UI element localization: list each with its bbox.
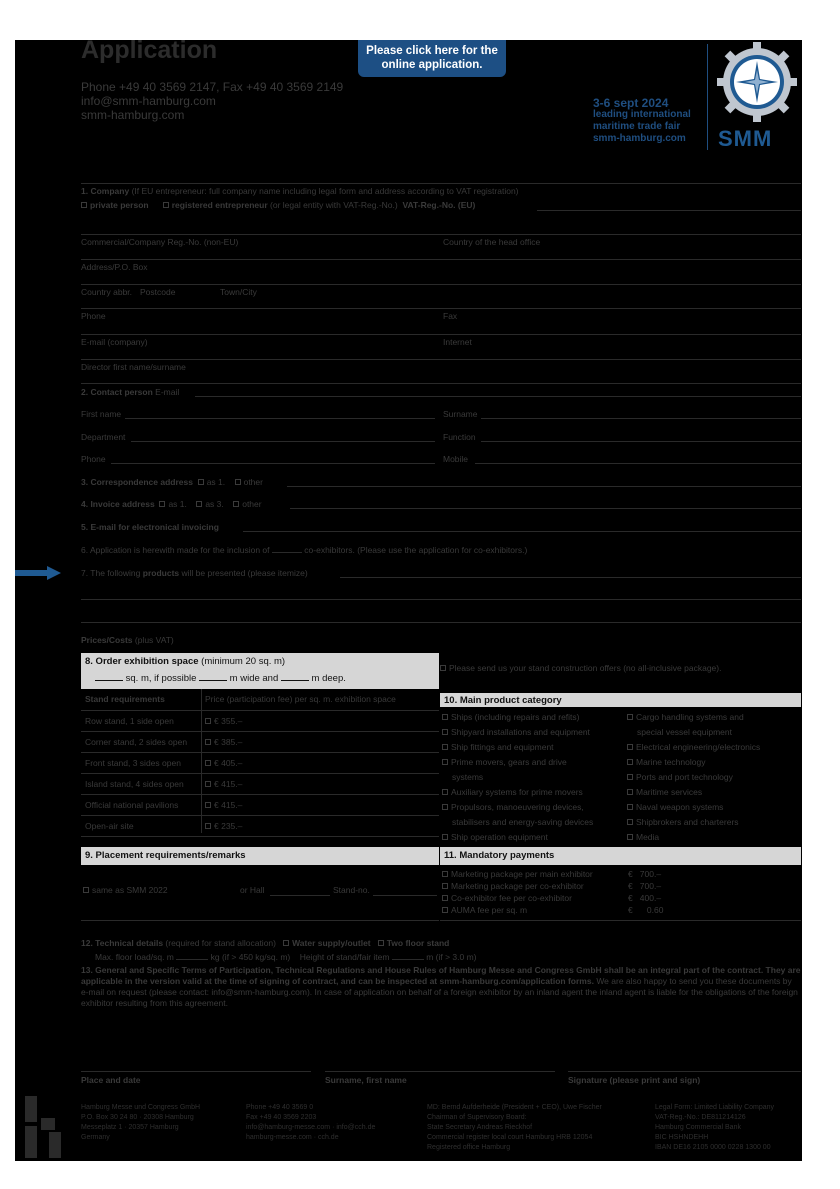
- category-label: Marine technology: [636, 757, 706, 767]
- contact-phone-label: Phone: [81, 454, 106, 464]
- category-checkbox[interactable]: [627, 804, 633, 810]
- mandatory-price: € 400.–: [628, 893, 662, 903]
- contact-email-label: E-mail: [155, 387, 180, 397]
- mandatory-label: Co-exhibitor fee per co-exhibitor: [451, 893, 572, 903]
- department-label: Department: [81, 432, 126, 442]
- email-invoicing-label: 5. E-mail for electronical invoicing: [81, 522, 219, 532]
- email-company-input[interactable]: [81, 359, 801, 360]
- height-input[interactable]: [392, 959, 424, 960]
- category-label: Shipyard installations and equipment: [451, 727, 590, 737]
- fax-label: Fax: [443, 311, 458, 321]
- floor-load-unit: kg (if > 450 kg/sq. m): [210, 952, 291, 962]
- table-row: [81, 711, 439, 732]
- address-label: Address/P.O. Box: [81, 262, 148, 272]
- stand-price: [205, 821, 242, 831]
- footer-line: Messeplatz 1 · 20357 Hamburg: [81, 1124, 179, 1131]
- stand-type: Corner stand, 2 sides open: [85, 737, 188, 747]
- email-company-label: E-mail (company): [81, 337, 148, 347]
- stand-price: [205, 716, 242, 726]
- invoice-row: [81, 499, 262, 509]
- fair-line2: maritime trade fair: [593, 121, 681, 132]
- same-as-checkbox[interactable]: [83, 887, 89, 893]
- width-label: m wide and: [229, 673, 279, 684]
- contact-person-row: [81, 387, 179, 397]
- stand-type: Island stand, 4 sides open: [85, 779, 184, 789]
- department-input[interactable]: [131, 441, 435, 442]
- footer-line: P.O. Box 30 24 80 · 20308 Hamburg: [81, 1114, 194, 1121]
- invoice-as3-label: as 3.: [205, 499, 224, 509]
- place-date-label: Place and date: [81, 1075, 141, 1085]
- sqm-label: sq. m, if possible: [125, 673, 197, 684]
- mandatory-item: [442, 868, 800, 880]
- mandatory-price: € 700.–: [628, 869, 662, 879]
- technical-row-2: [95, 952, 477, 962]
- stand-price-value: € 405.–: [214, 758, 243, 768]
- depth-label: m deep.: [311, 673, 346, 684]
- category-label: Electrical engineering/electronics: [636, 742, 761, 752]
- arrow-right-icon: [15, 566, 61, 580]
- smm-logo-text: SMM: [718, 126, 773, 151]
- floor-load-label: Max. floor load/sq. m: [95, 952, 174, 962]
- invoice-as1-checkbox[interactable]: [159, 501, 165, 507]
- fair-dates: 3-6 sept 2024: [593, 96, 669, 110]
- correspondence-row: [81, 477, 263, 487]
- town-label: Town/City: [220, 287, 257, 297]
- correspondence-as1-checkbox[interactable]: [198, 479, 204, 485]
- category-item-left: [442, 785, 622, 800]
- category-checkbox[interactable]: [442, 804, 448, 810]
- mandatory-checkbox[interactable]: [442, 883, 448, 889]
- postcode-label: Postcode: [140, 287, 176, 297]
- table-row: [81, 816, 439, 837]
- footer-line: Germany: [81, 1134, 110, 1141]
- correspondence-other-label: other: [243, 477, 263, 487]
- mandatory-label: Marketing package per co-exhibitor: [451, 881, 584, 891]
- footer-line: IBAN DE16 2105 0000 0228 1300 00: [655, 1144, 771, 1151]
- stand-price: [205, 800, 242, 810]
- stand-price-value: € 415.–: [214, 779, 243, 789]
- height-label: Height of stand/fair item: [299, 952, 390, 962]
- category-label: Media: [636, 832, 660, 842]
- mobile-input[interactable]: [475, 463, 801, 464]
- table-row: [81, 795, 439, 816]
- footer-line: Fax +49 40 3569 2203: [246, 1114, 317, 1121]
- invoice-as1-label: as 1.: [168, 499, 187, 509]
- terms-bold: 13. General and Specific Terms of Participation, Technical Regulations and House Rules of Hamburg Messe and Congress GmbH shall be an integral part of the contract. They are applicable in the version valid at the time of signing of contract, and can be inspected at smm-hamburg.com/application forms.: [81, 965, 801, 986]
- prices-heading-label: Prices/Costs: [81, 635, 133, 645]
- phone-label: Phone: [81, 311, 106, 321]
- mandatory-item: [442, 904, 800, 916]
- category-label: Ships (including repairs and refits): [451, 712, 580, 722]
- category-item-left: [442, 815, 622, 830]
- placement-row: [83, 885, 168, 895]
- vat-label: VAT-Reg.-No. (EU): [402, 200, 476, 210]
- category-checkbox[interactable]: [442, 834, 448, 840]
- category-checkbox[interactable]: [627, 714, 633, 720]
- category-label: Prime movers, gears and drive: [451, 757, 567, 767]
- fair-line1: leading international: [593, 109, 691, 120]
- footer-line: hamburg-messe.com · cch.de: [246, 1134, 339, 1141]
- order-space-box: [81, 653, 439, 689]
- category-label: Ship fittings and equipment: [451, 742, 554, 752]
- stand-type: Row stand, 1 side open: [85, 716, 174, 726]
- category-label: Propulsors, manoeuvering devices,: [451, 802, 584, 812]
- category-checkbox[interactable]: [627, 744, 633, 750]
- online-application-button[interactable]: Please click here for the online application.: [358, 40, 506, 77]
- construction-offer-checkbox[interactable]: [440, 665, 446, 671]
- width-input[interactable]: [199, 680, 227, 681]
- correspondence-input[interactable]: [287, 486, 801, 487]
- mandatory-price: € 700.–: [628, 881, 662, 891]
- stand-checkbox[interactable]: [205, 823, 211, 829]
- table-row: [81, 774, 439, 795]
- stand-price: [205, 779, 242, 789]
- products-input-2[interactable]: [81, 599, 801, 600]
- mandatory-price: € 0.60: [628, 905, 664, 915]
- footer-line: BIC HSHNDEHH: [655, 1134, 709, 1141]
- footer-line: Hamburg Messe und Congress GmbH: [81, 1104, 201, 1111]
- stand-type: Official national pavilions: [85, 800, 179, 810]
- placement-header: 9. Placement requirements/remarks: [81, 847, 439, 865]
- footer-line: info@hamburg-messe.com · info@cch.de: [246, 1124, 376, 1131]
- product-category-right: [627, 710, 801, 845]
- category-item-left: [442, 710, 622, 725]
- sqm-input[interactable]: [95, 680, 123, 681]
- category-item-right: [627, 740, 801, 755]
- country-head-office-label: Country of the head office: [443, 237, 541, 247]
- mobile-label: Mobile: [443, 454, 469, 464]
- two-floor-label: Two floor stand: [386, 938, 450, 948]
- category-label: Ship operation equipment: [451, 832, 548, 842]
- category-label: Cargo handling systems and: [636, 712, 744, 722]
- col-price: Price (participation fee) per sq. m. exhibition space: [205, 694, 396, 704]
- commercial-reg-input[interactable]: [81, 259, 801, 260]
- fair-url[interactable]: smm-hamburg.com: [593, 133, 686, 144]
- email-invoicing-input[interactable]: [243, 531, 801, 532]
- private-person-label: private person: [90, 200, 149, 210]
- page-title: Application: [81, 40, 218, 64]
- footer-line: Hamburg Commercial Bank: [655, 1124, 741, 1131]
- mandatory-item: [442, 892, 800, 904]
- category-label: Maritime services: [636, 787, 703, 797]
- technical-heading-note: (required for stand allocation): [165, 938, 276, 948]
- stand-price-value: € 355.–: [214, 716, 243, 726]
- table-row: [81, 753, 439, 774]
- order-space-heading: [85, 656, 435, 667]
- registered-entrepreneur-label: registered entrepreneur: [171, 200, 268, 210]
- category-label: Shipbrokers and charterers: [636, 817, 739, 827]
- category-checkbox[interactable]: [442, 789, 448, 795]
- same-as-label: same as SMM 2022: [92, 885, 168, 895]
- footer-line: VAT-Reg.-No.: DE811214126: [655, 1114, 746, 1121]
- category-label: Ports and port technology: [636, 772, 733, 782]
- co-exhibitors-count-input[interactable]: [272, 552, 302, 553]
- floor-load-input[interactable]: [176, 959, 208, 960]
- product-category-left: [442, 710, 622, 845]
- town-input[interactable]: [81, 308, 801, 309]
- category-checkbox[interactable]: [442, 759, 448, 765]
- stand-checkbox[interactable]: [205, 802, 211, 808]
- technical-row: [81, 938, 449, 948]
- or-hall-label: or Hall: [240, 885, 265, 895]
- stand-type: Front stand, 3 sides open: [85, 758, 181, 768]
- category-item-right: [627, 770, 801, 785]
- col-stand: Stand requirements: [85, 694, 165, 704]
- company-heading-note: (If EU entrepreneur: full company name including legal form and address according to VAT registration): [131, 186, 519, 196]
- function-label: Function: [443, 432, 476, 442]
- footer-line: MD: Bernd Aufderheide (President + CEO), Uwe Fischer: [427, 1104, 602, 1111]
- placement-input[interactable]: [81, 920, 439, 921]
- category-label: Auxiliary systems for prime movers: [451, 787, 583, 797]
- stand-table-header: [81, 689, 439, 711]
- category-checkbox[interactable]: [627, 774, 633, 780]
- company-type-row: [81, 200, 475, 210]
- invoice-other-label: other: [242, 499, 262, 509]
- co-exhibitors-text-a: 6. Application is herewith made for the inclusion of: [81, 545, 270, 555]
- footer-line: Chairman of Supervisory Board:: [427, 1114, 527, 1121]
- water-label: Water supply/outlet: [292, 938, 371, 948]
- place-date-input[interactable]: [81, 1071, 311, 1072]
- hamburg-messe-logo-icon: [25, 1096, 61, 1158]
- category-item-right: [627, 710, 801, 725]
- registered-note: (or legal entity with VAT-Reg.-No.): [270, 200, 398, 210]
- category-checkbox[interactable]: [627, 819, 633, 825]
- stand-table-body: [81, 711, 439, 837]
- surname-first-name-label: Surname, first name: [325, 1075, 407, 1085]
- invoice-as3-checkbox[interactable]: [196, 501, 202, 507]
- contact-email-input[interactable]: [195, 396, 801, 397]
- header-divider: [707, 44, 708, 150]
- category-label: stabilisers and energy-saving devices: [452, 817, 594, 827]
- construction-offer-label: Please send us your stand construction offers (no all-inclusive package).: [449, 663, 722, 673]
- category-label: Naval weapon systems: [636, 802, 724, 812]
- category-item-right: [627, 800, 801, 815]
- mandatory-item: [442, 880, 800, 892]
- contact-phone-input[interactable]: [111, 463, 435, 464]
- stand-price-value: € 385.–: [214, 737, 243, 747]
- co-exhibitors-text-b: co-exhibitors. (Please use the application for co-exhibitors.): [304, 545, 528, 555]
- smm-logo-icon: [715, 40, 799, 124]
- category-item-left: [442, 770, 622, 785]
- footer-col-4: [655, 1103, 774, 1153]
- stand-price-value: € 235.–: [214, 821, 243, 831]
- fair-info: [593, 97, 691, 145]
- category-checkbox[interactable]: [627, 789, 633, 795]
- footer-col-2: [246, 1103, 375, 1143]
- company-heading-label: 1. Company: [81, 186, 130, 196]
- order-space-dimensions: [85, 673, 435, 684]
- company-name-input[interactable]: [81, 234, 801, 235]
- mandatory-label: Marketing package per main exhibitor: [451, 869, 593, 879]
- footer-line: Commercial register local court Hamburg HRB 12054: [427, 1134, 593, 1141]
- products-text-a: 7. The following: [81, 568, 141, 578]
- terms-normal: We are also happy to send you these documents by e-mail on request (please contact: info@smm-hamburg.com). In case of application on behalf of a foreign exhibitor by an inland agent the inland agent is liable for the obligations of the foreign exhibitor resulting from this agreement.: [81, 976, 798, 1008]
- co-exhibitors-row: [81, 545, 527, 555]
- contact-block: [81, 80, 343, 122]
- mandatory-checkbox[interactable]: [442, 895, 448, 901]
- function-input[interactable]: [481, 441, 801, 442]
- surname-label: Surname: [443, 409, 478, 419]
- prices-heading: [81, 635, 174, 645]
- name-input[interactable]: [325, 1071, 555, 1072]
- table-row: [81, 732, 439, 753]
- category-item-right: [627, 815, 801, 830]
- registered-entrepreneur-checkbox[interactable]: [163, 202, 169, 208]
- vat-input[interactable]: [537, 210, 801, 211]
- contact-website[interactable]: smm-hamburg.com: [81, 108, 185, 122]
- product-category-header: 10. Main product category: [440, 693, 801, 707]
- category-checkbox[interactable]: [442, 729, 448, 735]
- private-person-checkbox[interactable]: [81, 202, 87, 208]
- divider: [81, 183, 801, 184]
- footer-line: Phone +49 40 3569 0: [246, 1104, 314, 1111]
- category-checkbox[interactable]: [442, 714, 448, 720]
- category-label: systems: [452, 772, 484, 782]
- category-item-left: [442, 800, 622, 815]
- email-invoicing-heading: [81, 522, 219, 532]
- technical-heading: 12. Technical details: [81, 938, 164, 948]
- director-input[interactable]: [81, 383, 801, 384]
- hall-input[interactable]: [270, 895, 330, 896]
- mandatory-header: 11. Mandatory payments: [440, 847, 801, 865]
- stand-no-label: Stand-no.: [333, 885, 370, 895]
- products-input-3[interactable]: [81, 622, 801, 623]
- commercial-reg-label: Commercial/Company Reg.-No. (non-EU): [81, 237, 239, 247]
- footer-line: Registered office Hamburg: [427, 1144, 511, 1151]
- footer-col-1: [81, 1103, 200, 1143]
- height-unit: m (if > 3.0 m): [426, 952, 477, 962]
- contact-person-heading: 2. Contact person: [81, 387, 153, 397]
- category-item-left: [442, 755, 622, 770]
- invoice-input[interactable]: [290, 508, 801, 509]
- category-label: special vessel equipment: [637, 727, 732, 737]
- terms-block: [81, 965, 801, 1009]
- category-item-right: [627, 785, 801, 800]
- construction-offer-row: [440, 663, 721, 673]
- category-item-right: [627, 830, 801, 845]
- phone-fax: Phone +49 40 3569 2147, Fax +49 40 3569 2149: [81, 80, 344, 94]
- correspondence-other-checkbox[interactable]: [235, 479, 241, 485]
- category-checkbox[interactable]: [627, 759, 633, 765]
- category-item-right: [627, 725, 801, 740]
- phone-input[interactable]: [81, 334, 801, 335]
- first-name-input[interactable]: [125, 418, 435, 419]
- mandatory-checkbox[interactable]: [442, 871, 448, 877]
- correspondence-heading: 3. Correspondence address: [81, 477, 193, 487]
- stand-price: [205, 737, 242, 747]
- invoice-other-checkbox[interactable]: [233, 501, 239, 507]
- prices-heading-note: (plus VAT): [134, 635, 174, 645]
- invoice-heading: 4. Invoice address: [81, 499, 155, 509]
- products-text-c: will be presented (please itemize): [181, 568, 308, 578]
- category-item-left: [442, 830, 622, 845]
- internet-label: Internet: [443, 337, 472, 347]
- footer-col-3: [427, 1103, 602, 1153]
- surname-input[interactable]: [481, 418, 801, 419]
- first-name-label: First name: [81, 409, 122, 419]
- category-checkbox[interactable]: [627, 834, 633, 840]
- footer-line: State Secretary Andreas Rieckhof: [427, 1124, 533, 1131]
- stand-no-input[interactable]: [373, 895, 437, 896]
- mandatory-list: [442, 868, 800, 916]
- order-space-heading-label: 8. Order exhibition space: [85, 656, 199, 667]
- products-row: [81, 568, 308, 578]
- application-form: [15, 40, 802, 1161]
- stand-price: [205, 758, 242, 768]
- category-item-left: [442, 725, 622, 740]
- products-input[interactable]: [340, 577, 801, 578]
- footer-line: Legal Form: Limited Liability Company: [655, 1104, 775, 1111]
- divider: [440, 920, 801, 921]
- correspondence-as1-label: as 1.: [206, 477, 226, 487]
- stand-price-value: € 415.–: [214, 800, 243, 810]
- country-abbr-label: Country abbr.: [81, 287, 133, 297]
- mandatory-checkbox[interactable]: [442, 907, 448, 913]
- products-text-b: products: [142, 568, 180, 578]
- stand-checkbox[interactable]: [205, 718, 211, 724]
- director-label: Director first name/surname: [81, 362, 186, 372]
- signature-input[interactable]: [568, 1071, 801, 1072]
- category-item-left: [442, 740, 622, 755]
- stand-type: Open-air site: [85, 821, 134, 831]
- address-input[interactable]: [81, 284, 801, 285]
- stand-checkbox[interactable]: [205, 739, 211, 745]
- order-space-heading-note: (minimum 20 sq. m): [201, 656, 286, 667]
- two-floor-checkbox[interactable]: [378, 940, 384, 946]
- contact-email[interactable]: info@smm-hamburg.com: [81, 94, 216, 108]
- category-item-right: [627, 755, 801, 770]
- water-checkbox[interactable]: [283, 940, 289, 946]
- stand-checkbox[interactable]: [205, 760, 211, 766]
- stand-checkbox[interactable]: [205, 781, 211, 787]
- category-checkbox[interactable]: [442, 744, 448, 750]
- mandatory-label: AUMA fee per sq. m: [451, 905, 528, 915]
- company-heading: [81, 186, 519, 196]
- signature-label: Signature (please print and sign): [568, 1075, 701, 1085]
- depth-input[interactable]: [281, 680, 309, 681]
